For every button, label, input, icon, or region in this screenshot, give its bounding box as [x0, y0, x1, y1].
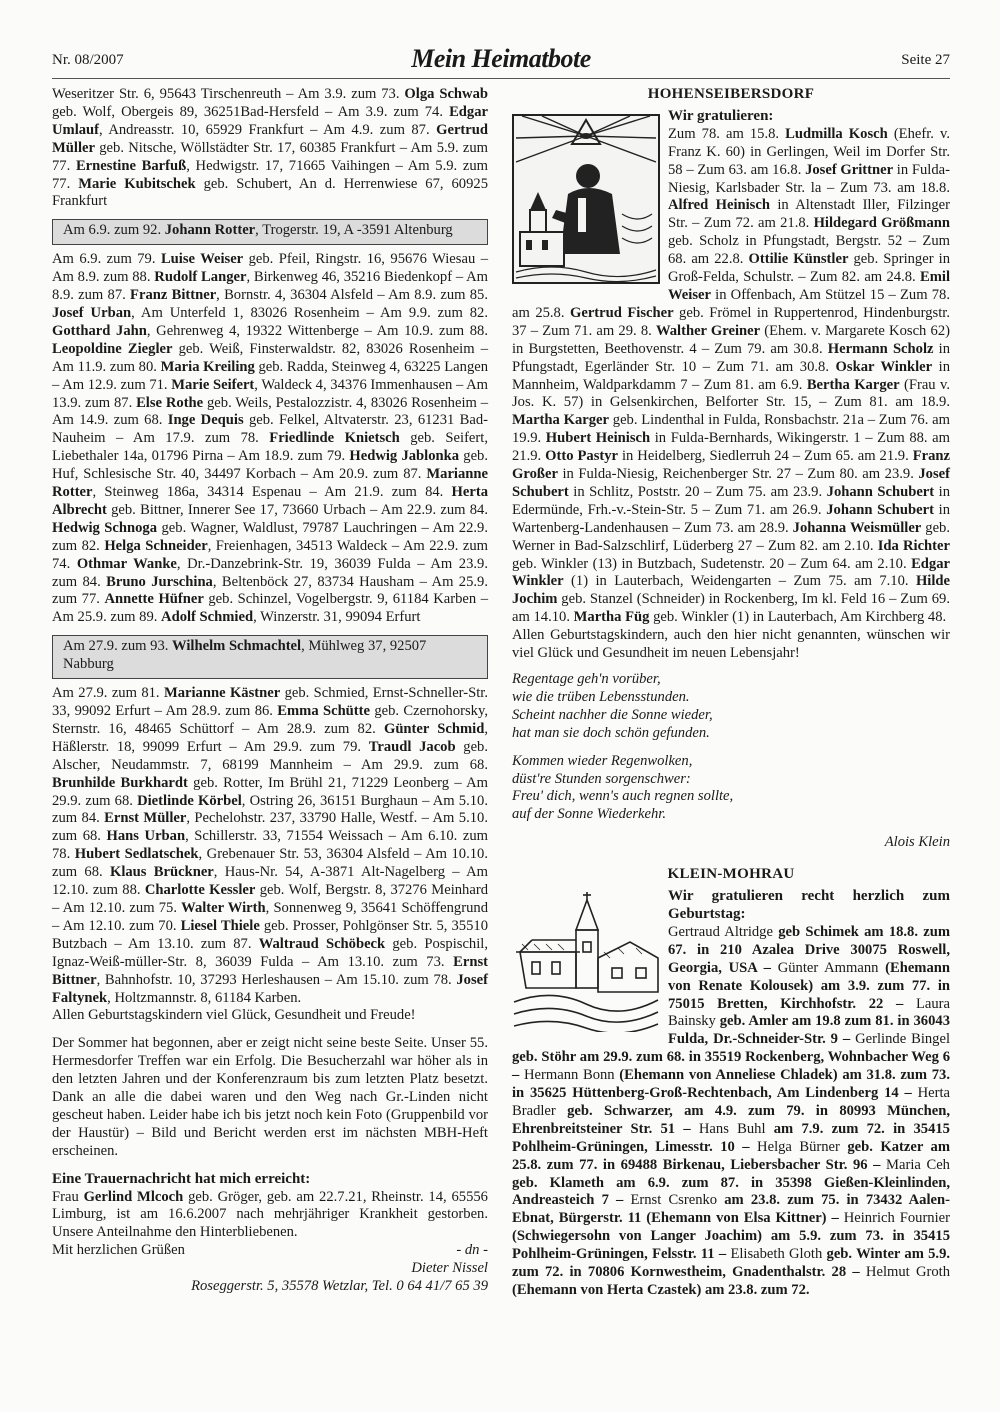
person-name: Johanna Weismüller	[792, 519, 922, 536]
entry-text: Am 6.9. zum 92.	[63, 222, 165, 239]
poem-author: Alois Klein	[884, 834, 950, 851]
entry-text: geb. Werner in Bad-Salzschlirf, Lüderberg 27 – Zum 82. am 2.10.	[512, 519, 950, 554]
entry-text: geb. Alscher, Neudammstr. 7, 68199 Mannheim – Am 29.9. zum 68.	[52, 738, 488, 773]
person-name: Günter Schmid	[383, 720, 485, 737]
person-name: Martha Karger	[512, 412, 609, 429]
entry-text: geb. Prosser, Pohlgönser Str. 5, 35510 Butzbach – Am 13.10. zum 87.	[52, 917, 488, 952]
person-name: Ottilie Künstler	[748, 251, 849, 268]
entry-text: geb. Bittner, Innerer See 17, 73660 Urbach – Am 22.9. zum 84.	[106, 501, 488, 518]
person-name: Hedwig Jablonka	[349, 448, 460, 465]
person-name: Ida Richter	[877, 537, 950, 554]
entry-text: geb. Gröger, geb. am 22.7.21, Rheinstr. 14, 65556 Limburg, ist am 16.6.2007 nach mehrjähriger Krankheit gestorben. Unsere Anteilnahme den Hinterbliebenen.	[52, 1188, 488, 1241]
entry-text: in Fulda-Niesig, Karlsbader Str. la – Zum 73. am 18.8.	[668, 161, 950, 196]
person-name: Walther Greiner	[655, 322, 761, 339]
entry-text: geb. Pfeil, Ringstr. 16, 95676 Wiesau – Am 8.9. zum 88.	[52, 251, 488, 286]
highlight-box-1	[52, 219, 488, 245]
person-name: Charlotte Kessler	[144, 882, 256, 899]
obituary-heading: Eine Trauernachricht hat mich erreicht:	[52, 1170, 311, 1187]
entry-text: in Altenstadt Iller, Filzinger Str. – Zum 72. am 21.8.	[668, 197, 950, 232]
entry-text: geb. Schinzel, Vogelbergstr. 9, 61184 Karben – Am 25.9. zum 89.	[52, 591, 488, 626]
entry-text: , Am Unterfeld 1, 83026 Rosenheim – Am 9.9. zum 82.	[131, 304, 488, 321]
person-name: Bertha Karger	[806, 376, 900, 393]
entry-text: geb. Schmied, Ernst-Schneller-Str. 33, 99092 Erfurt – Am 28.9. zum 86.	[52, 685, 488, 719]
entry-text: , Schillerstr. 33, 71554 Weissach – Am 6.10. zum 78.	[52, 828, 489, 863]
header-rule	[52, 78, 950, 79]
poem-line: Scheint nachher die Sonne wieder,	[512, 706, 713, 723]
entry-text: Hans Buhl	[698, 1120, 766, 1137]
person-name: Johann Rotter	[164, 222, 256, 239]
entry-text: Laura Bainsky	[668, 995, 950, 1030]
entry-text: , Ostring 26, 36151 Burghaun – Am 5.10. zum 84.	[52, 792, 488, 827]
page-header	[52, 44, 950, 78]
entry-text: , Grebenauer Str. 53, 36304 Alsfeld – Am 10.10. zum 68.	[52, 846, 488, 881]
section-heading-hohenseibersdorf: HOHENSEIBERSDORF	[647, 86, 815, 102]
person-name: Gotthard Jahn	[52, 322, 147, 339]
signature-address: Roseggerstr. 5, 35578 Wetzlar, Tel. 0 64 41/7 65 39	[191, 1278, 488, 1295]
person-name: Hilde Jochim	[512, 573, 950, 608]
entry-text: in Fulda-Niesig, Reichenberger Str. 27 – Zum 80. am 23.9.	[557, 466, 919, 483]
person-name: Hubert Heinisch	[545, 430, 651, 447]
person-name: Traudl Jacob	[368, 738, 456, 755]
poem-line: auf der Sonne Wiederkehr.	[512, 806, 667, 823]
poem-line: hat man sie doch schön gefunden.	[512, 724, 710, 741]
person-name: Otto Pastyr	[545, 448, 619, 465]
person-name: Liesel Thiele	[180, 917, 260, 934]
birthday-list-2	[52, 251, 488, 627]
person-name: Else Rothe	[136, 394, 204, 411]
entry-text: , Haus-Nr. 54, A-3871 Alt-Nagelberg – Am 12.10. zum 88.	[52, 864, 488, 899]
person-name: geb. Katzer am 25.8. zum 77. in 69488 Birkenau, Liebersbacher Str. 96 –	[512, 1138, 950, 1173]
person-name: Emil Weiser	[668, 269, 950, 303]
person-name: Annette Hüfner	[104, 591, 204, 608]
person-name: Brunhilde Burkhardt	[52, 774, 188, 791]
person-name: am 7.9. zum 72. in 35415 Pohlheim-Grüningen, Limesstr. 10 –	[512, 1120, 950, 1155]
klein-mohrau-subheading: Wir gratulieren recht herzlich zum Geburtstag:	[668, 888, 950, 922]
person-name: (Ehemann von Anneliese Chladek) am 31.8. zum 73. in 35625 Hüttenberg-Groß-Rechtenbach, Am Lindenberg 14 –	[512, 1067, 951, 1102]
highlight-text-2	[63, 638, 477, 674]
entry-text: Helmut Groth	[865, 1264, 950, 1281]
birthday-list-3	[52, 685, 488, 1007]
person-name: Maria Kreiling	[160, 358, 255, 375]
person-name: Friedlinde Knietsch	[269, 430, 400, 447]
summer-report: Der Sommer hat begonnen, aber er zeigt nicht seine beste Seite. Unser 55. Hermesdorfer Treffen war ein Erfolg. Die Besucherzahl war höher als in den letzten Jahren und der Konferenzraum bis zum letzten Platz besetzt. Dank an alle die dabei waren und den Weg nach Gr.-Linden nicht gescheut haben. Leider habe ich bis jetzt noch kein Foto (Gruppenbild vor der Haustür) – Bild und Bericht werden erst im nächsten MBH-Heft erscheinen.	[52, 1035, 488, 1159]
signature-greeting: Mit herzlichen Grüßen	[52, 1242, 185, 1259]
person-name: Helga Schneider	[104, 537, 208, 554]
entry-text: (1) in Lauterbach, Weidengarten – Zum 75. am 7.10.	[563, 573, 916, 590]
signature-line	[52, 1242, 488, 1260]
entry-text: Heinrich Fournier	[843, 1210, 950, 1227]
entry-text: Gertraud Altridge	[668, 923, 773, 940]
obituary-text	[52, 1189, 488, 1243]
entry-text: in Fulda-Bernhards, Wikingerstr. 1 – Zum 88. am 21.9.	[512, 430, 950, 465]
entry-text: Herta Bradler	[512, 1085, 950, 1119]
person-name: Marie Kubitschek	[78, 175, 196, 192]
entry-text: geb. Winkler (1) in Lauterbach, Am Kirchberg 48.	[649, 609, 947, 626]
person-name: Bruno Jurschina	[106, 573, 213, 590]
entry-text: , Beltenböck 27, 83734 Hausham – Am 25.9. zum 77.	[52, 573, 488, 608]
entry-text: (Frau v. Jos. K. 57) in Gelsenkirchen, Belforter Str. 15, – Zum 81. am 18.9.	[512, 376, 950, 411]
person-name: Josef Faltynek	[52, 971, 488, 1006]
entry-text: , Häßlerstr. 18, 99099 Erfurt – Am 29.9. zum 79.	[52, 720, 488, 755]
highlight-box-2	[52, 635, 488, 679]
entry-text: geb. Wolf, Bergstr. 8, 37276 Meinhard – Am 12.10. zum 75.	[52, 882, 488, 916]
entry-text: geb. Wagner, Waldlust, 79787 Lauchringen – Am 22.9. zum 82.	[52, 519, 488, 554]
entry-text: geb. Pospischil, Ignaz-Weiß-müller-Str. 8, 36039 Fulda – Am 13.10. zum 73.	[52, 935, 488, 970]
person-name: Emma Schütte	[277, 703, 370, 719]
person-name: Waltraud Schöbeck	[258, 935, 386, 952]
entry-text: Helga Bürner	[757, 1138, 840, 1155]
issue-number: Nr. 08/2007	[52, 52, 124, 68]
section-heading-klein-mohrau: KLEIN-MOHRAU	[667, 866, 795, 883]
person-name: (Ehemann von Renate Kolousek) am 3.9. zum 77. in 75015 Bretten, Kirchhofstr. 22 –	[668, 959, 950, 1012]
entry-text: , Pechelohstr. 237, 33790 Halle, Westf. – Am 5.10. zum 68.	[52, 810, 488, 845]
poem-stanza-1	[512, 671, 950, 743]
entry-text: geb. Winkler (13) in Butzbach, Sudetenstr. 20 – Zum 64. am 2.10.	[512, 555, 912, 572]
person-name: Herta Albrecht	[52, 484, 488, 518]
highlight-text-1	[63, 222, 477, 240]
person-name: Klaus Brückner	[109, 864, 214, 881]
entry-text: Günter Ammann	[777, 959, 879, 976]
person-name: Marianne Kästner	[163, 685, 281, 702]
person-name: Gertrud Müller	[52, 121, 488, 156]
person-name: Ernst Müller	[104, 810, 187, 827]
person-name: (Ehemann von Herta Czastek) am 23.8. zum 72.	[512, 1282, 810, 1298]
person-name: Othmar Wanke	[76, 555, 177, 572]
entry-text: geb. Weiß, Finsterwaldstr. 82, 83026 Rosenheim – Am 11.9. zum 80.	[52, 340, 488, 375]
person-name: Walter Wirth	[181, 899, 266, 916]
person-name: Wilhelm Schmachtel	[172, 638, 302, 655]
person-name: geb Schimek am 18.8. zum 67. in 210 Azalea Drive 30075 Roswell, Georgia, USA –	[668, 923, 951, 976]
person-name: Leopoldine Ziegler	[52, 340, 173, 357]
entry-text: , Bahnhofstr. 10, 37293 Herleshausen – Am 15.10. zum 78.	[96, 971, 457, 988]
entry-text: , Dr.-Danzebrink-Str. 19, 36039 Fulda – Am 23.9. zum 84.	[52, 555, 488, 590]
village-church-drawing-icon	[512, 892, 660, 1032]
person-name: Hubert Sedlatschek	[74, 846, 199, 863]
person-name: geb. Winter am 5.9. zum 72. in 70806 Kornwestheim, Gnadenthalstr. 28 –	[512, 1246, 951, 1281]
person-name: Johann Schubert	[826, 501, 934, 518]
poem-line: Regentage geh'n vorüber,	[512, 671, 661, 687]
person-name: Gerlind Mlcoch	[83, 1188, 184, 1205]
person-name: geb. Schwarzer, am 4.9. zum 79. in 80993 München, Ehrenbreitsteiner Str. 51 –	[512, 1102, 950, 1137]
entry-text: in Pfungstadt, Egerländer Str. 10 – Zum 71. am 30.8.	[512, 340, 951, 375]
entry-text: , Winzerstr. 31, 99094 Erfurt	[253, 609, 421, 626]
entry-text: Zum 78. am 15.8.	[668, 125, 786, 142]
person-name: Martha Füg	[573, 609, 650, 626]
person-name: Olga Schwab	[404, 86, 489, 102]
entry-text: , Gehrenweg 4, 19322 Wittenberge – Am 10.9. zum 88.	[146, 322, 488, 339]
entry-text: geb. Rotter, Im Brühl 21, 71229 Leonberg – Am 29.9. zum 68.	[52, 774, 488, 809]
person-name: Rudolf Langer	[154, 269, 247, 286]
masthead-title: Mein Heimatbote	[411, 44, 591, 73]
person-name: Ernestine Barfuß	[75, 157, 187, 174]
person-name: Hermann Scholz	[827, 340, 934, 357]
person-name: Johann Schubert	[826, 483, 935, 500]
entry-text: , Bornstr. 4, 36304 Alsfeld – Am 8.9. zum 85.	[216, 287, 488, 304]
person-name: geb. Stöhr am 29.9. zum 68. in 35519 Rockenberg, Wohnbacher Weg 6 –	[512, 1049, 950, 1084]
entry-text: geb. Huf, Schlesische Str. 40, 34497 Korbach – Am 20.9. zum 87.	[52, 448, 488, 483]
entry-text: , Steinweg 186a, 34314 Espenau – Am 21.9. zum 84.	[92, 484, 452, 501]
person-name: Inge Dequis	[167, 412, 244, 429]
person-name: Gertrud Fischer	[570, 304, 674, 321]
entry-text: geb. Schubert, An d. Herrenwiese 67, 60925 Frankfurt	[52, 175, 488, 210]
entry-text: geb. Stanzel (Schneider) in Rockenberg, Im kl. Feld 16 – Zum 69. am 14.10.	[512, 591, 950, 626]
entry-text: in Offenbach, Am Stützel 15 – Zum 78. am 25.8.	[512, 286, 950, 321]
entry-text: Am 27.9. zum 93.	[63, 638, 173, 655]
person-name: Ludmilla Kosch	[785, 125, 888, 142]
poem	[512, 671, 950, 852]
entry-text: geb. Frömel in Ruppertenrod, Hindenburgstr. 37 – Zum 71. am 29. 8.	[512, 304, 950, 339]
poem-line: Kommen wieder Regenwolken,	[512, 752, 693, 769]
entry-text: Am 27.9. zum 81.	[52, 685, 164, 702]
entry-text: , Mühlweg 37, 92507 Nabburg	[63, 638, 427, 673]
entry-text: Am 6.9. zum 79.	[52, 251, 161, 268]
person-name: Josef Urban	[52, 304, 132, 321]
entry-text: , Freienhagen, 34513 Waldeck – Am 22.9. zum 74.	[52, 537, 488, 572]
entry-text: geb. Weils, Pestalozzistr. 4, 83026 Rosenheim – Am 14.9. zum 68.	[52, 394, 488, 429]
person-name: Edgar Umlauf	[52, 103, 488, 138]
entry-text: geb. Felkel, Altvaterstr. 23, 61231 Bad-Nauheim – Am 17.9. zum 78.	[52, 412, 489, 447]
hohenseibersdorf-closing: Allen Geburtstagskindern, auch den hier nicht genannten, wünschen wir viel Glück und Gesundheit im neuen Lebensjahr!	[512, 627, 950, 662]
entry-text: in Schlitz, Poststr. 20 – Zum 75. am 23.9.	[568, 483, 827, 500]
person-name: Dietlinde Körbel	[137, 792, 242, 809]
entry-text: , Birkenweg 46, 35216 Biedenkopf – Am 8.9. zum 87.	[52, 269, 489, 304]
page-number: Seite 27	[901, 52, 950, 68]
person-name: Hildegard Größmann	[813, 215, 950, 232]
person-name: Marie Seifert	[171, 376, 255, 393]
person-name: Josef Grittner	[805, 161, 894, 178]
entry-text: Frau	[52, 1188, 84, 1205]
entry-text: Elisabeth Gloth	[730, 1246, 823, 1263]
person-name: Ernst Bittner	[52, 953, 488, 988]
person-name: (Schwiegersohn von Langer Joachim) am 5.9. zum 73. in 35415 Pohlheim-Grüningen, Felsstr. 11 –	[512, 1228, 950, 1263]
person-name: Edgar Winkler	[512, 555, 950, 590]
poem-stanza-2	[512, 753, 950, 825]
person-name: am 23.8. zum 75. in 73432 Aalen-Ebnat, Bürgerstr. 11 (Ehemann von Elsa Kittner) –	[512, 1192, 950, 1227]
entry-text: in Edermünde, Frh.-v.-Stein-Str. 5 – Zum 71. am 26.9.	[512, 483, 951, 518]
entry-text: geb. Springer in Groß-Felda, Schulstr. – Zum 82. am 24.8.	[668, 251, 950, 286]
person-name: Oskar Winkler	[835, 358, 933, 375]
entry-text: geb. Wolf, Obergeis 89, 36251Bad-Hersfeld – Am 3.9. zum 74.	[52, 103, 450, 120]
entry-text: Ernst Csrenko	[630, 1192, 718, 1209]
signature-name: Dieter Nissel	[411, 1260, 488, 1277]
entry-text: , Hedwigstr. 17, 71665 Vaihingen – Am 5.9. zum 77.	[52, 157, 489, 192]
entry-text: (Ehefr. v. Franz K. 60) in Gerlingen, Weil im Dorfer Str. 58 – Zum 63. am 16.8.	[668, 125, 951, 178]
right-column	[512, 86, 950, 1300]
poem-line: Freu' dich, wenn's auch regnen sollte,	[512, 788, 734, 805]
person-name: Marianne Rotter	[52, 466, 488, 501]
person-name: geb. Klameth am 6.9. zum 87. in 35398 Gießen-Kleinlinden, Andreasteich 7 –	[512, 1174, 950, 1209]
entry-text: Gerlinde Bingel	[855, 1031, 950, 1048]
entry-text: (Ehem. v. Margarete Kosch 62) in Burgstetten, Beethovenstr. 4 – Zum 79. am 30.8.	[512, 322, 950, 357]
entry-text: geb. Lindenthal in Fulda, Ronsbachstr. 21a – Zum 76. am 19.9.	[512, 412, 950, 447]
entry-text: in Heidelberg, Siedlerruh 24 – Zum 65. am 21.9.	[618, 448, 913, 465]
person-name: geb. Amler am 19.8 zum 81. in 36043 Fulda, Dr.-Schneider-Str. 9 –	[668, 1013, 950, 1048]
entry-text: Maria Ceh	[886, 1156, 950, 1173]
entry-text: geb. Radda, Steinweg 4, 63225 Langen – Am 12.9. zum 71.	[52, 358, 489, 393]
entry-text: , Trogerstr. 19, A -3591 Altenburg	[255, 222, 453, 239]
person-name: Hedwig Schnoga	[52, 519, 158, 536]
person-name: Alfred Heinisch	[668, 197, 770, 214]
person-name: Franz Bittner	[130, 287, 217, 304]
entry-text: , Andreasstr. 10, 65929 Frankfurt – Am 4.9. zum 87.	[99, 121, 437, 138]
entry-text: , Holtzmannstr. 8, 61184 Karben.	[107, 989, 302, 1006]
birthday-list-1	[52, 86, 488, 211]
entry-text: , Sonnenweg 9, 35641 Schöffengrund – Am 12.10. zum 70.	[52, 899, 488, 934]
person-name: Franz Großer	[512, 448, 950, 483]
entry-text: Hermann Bonn	[523, 1067, 615, 1084]
hohenseibersdorf-subheading: Wir gratulieren:	[668, 107, 774, 124]
entry-text: , Waldeck 4, 34376 Immenhausen – Am 13.9. zum 87.	[52, 376, 488, 411]
entry-text: geb. Seifert, Liebethaler 14a, 01796 Pirna – Am 18.9. zum 79.	[52, 430, 488, 465]
poem-line: wie die trüben Lebensstunden.	[512, 688, 690, 705]
entry-text: geb. Scholz in Pfungstadt, Bergstr. 52 – Zum 68. am 22.8.	[668, 233, 950, 268]
woodcut-saint-church-icon	[512, 114, 660, 284]
entry-text: in Mannheim, Waldparkdamm 7 – Zum 81. am 6.9.	[512, 358, 951, 393]
entry-text: Weseritzer Str. 6, 95643 Tirschenreuth – Am 3.9. zum 73.	[52, 86, 405, 102]
left-column	[52, 86, 488, 1296]
person-name: Josef Schubert	[512, 466, 950, 500]
signature-initials: - dn -	[456, 1242, 488, 1259]
birthday-closing: Allen Geburtstagskindern viel Glück, Gesundheit und Freude!	[52, 1007, 416, 1024]
person-name: Adolf Schmied	[161, 609, 254, 626]
entry-text: in Wartenberg-Landenhausen – Zum 73. am 28.9.	[512, 501, 950, 536]
entry-text: geb. Czernohorsky, Sternstr. 16, 48465 Schüttorf – Am 28.9. zum 82.	[52, 703, 488, 737]
entry-text: geb. Nitsche, Wöllstädter Str. 17, 60385 Frankfurt – Am 5.9. zum 77.	[52, 139, 488, 174]
poem-line: düst're Stunden sorgenschwer:	[512, 770, 691, 787]
person-name: Hans Urban	[106, 828, 186, 845]
person-name: Luise Weiser	[160, 251, 244, 268]
